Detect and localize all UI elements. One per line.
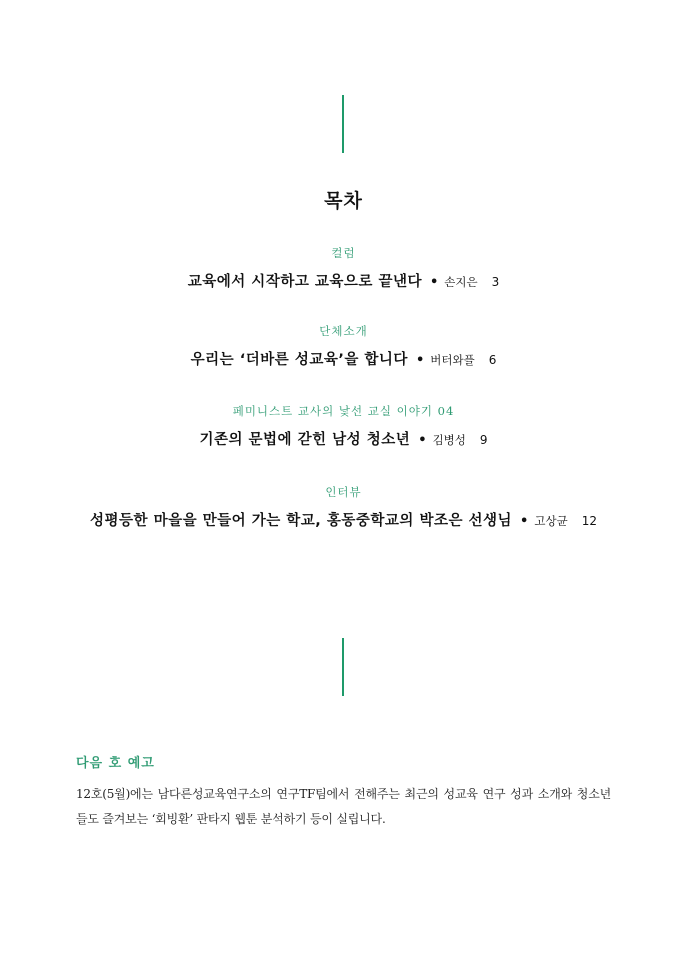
toc-headline: 기존의 문법에 갇힌 남성 청소년 [199,432,411,448]
toc-section-label: 인터뷰 [325,485,362,499]
toc-entry-line [0,349,687,371]
toc-author: 버터와플 [430,353,475,367]
top-divider-line [342,95,344,153]
bottom-divider-line [342,638,344,696]
toc-entry[interactable] [0,323,687,371]
toc-headline: 우리는 ‘더바른 성교육’을 합니다 [190,352,408,368]
bullet-separator: • [429,275,439,290]
toc-page-number: 9 [479,433,488,447]
toc-section-label: 컬럼 [331,246,356,260]
toc-entry-line [0,510,687,532]
toc-author: 고상균 [534,514,568,528]
toc-entry[interactable] [0,403,687,451]
bullet-separator: • [415,353,425,368]
toc-page-number: 12 [581,514,597,528]
next-issue-preview [76,755,611,832]
toc-section-label: 페미니스트 교사의 낯선 교실 이야기 04 [232,404,455,418]
page-title: 목차 [324,190,363,212]
next-issue-body: 12호(5월)에는 남다른성교육연구소의 연구TF팀에서 전해주는 최근의 성교육 연구 성과 소개와 청소년들도 즐겨보는 ‘회빙환’ 판타지 웹툰 분석하기 등이 실립니다. [76,787,611,826]
bullet-separator: • [520,514,529,529]
bullet-separator: • [418,433,427,448]
toc-headline: 교육에서 시작하고 교육으로 끝낸다 [187,274,422,290]
toc-entry[interactable] [0,245,687,293]
toc-entry-line [0,429,687,451]
toc-entry-line [0,271,687,293]
toc-headline: 성평등한 마을을 만들어 가는 학교, 홍동중학교의 박조은 선생님 [90,513,513,529]
toc-author: 손지은 [444,275,478,289]
toc-entry[interactable] [0,484,687,532]
toc-author: 김병성 [432,433,466,447]
next-issue-title: 다음 호 예고 [76,756,155,771]
toc-page-number: 3 [491,275,500,289]
toc-page-number: 6 [488,353,497,367]
toc-section-label: 단체소개 [319,324,368,338]
